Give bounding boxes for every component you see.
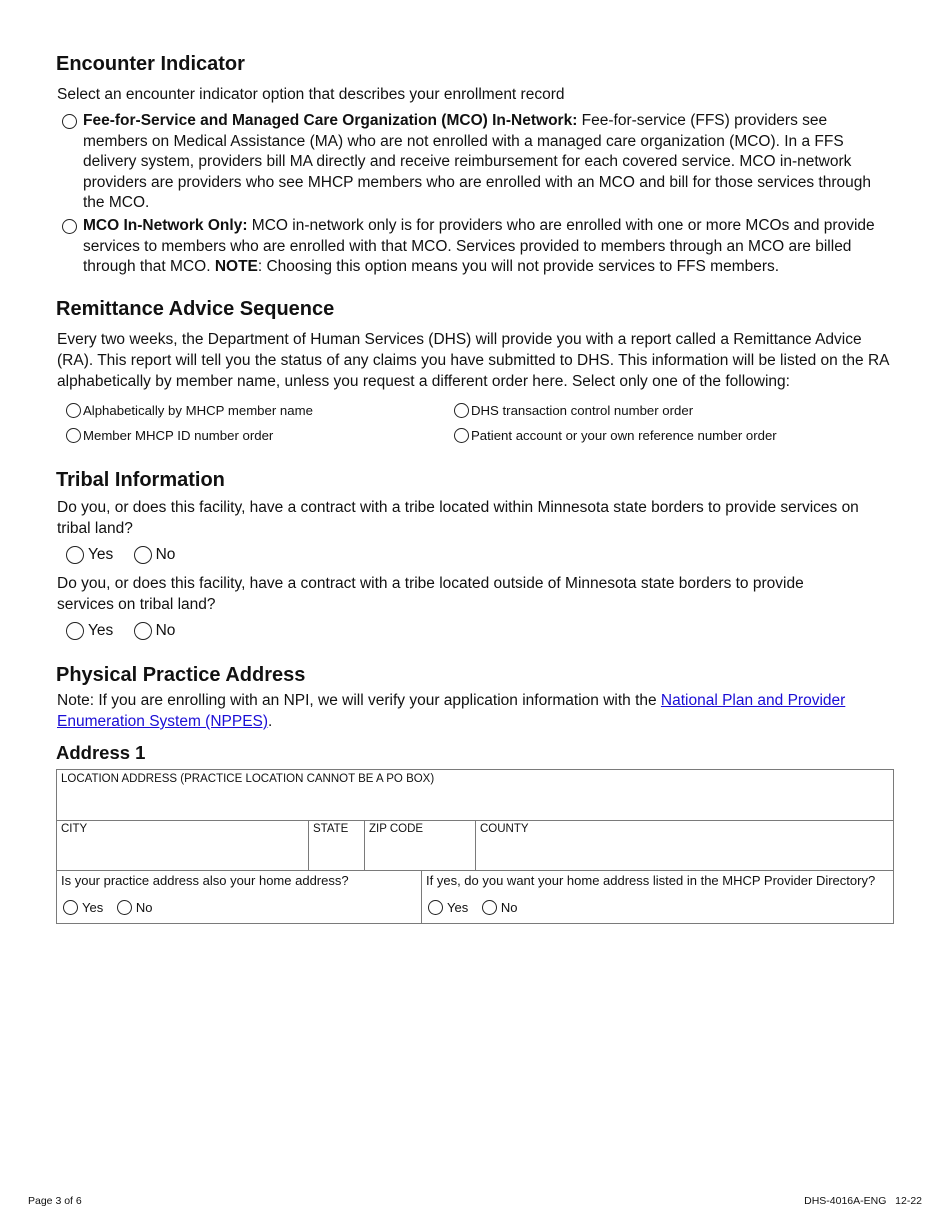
tribal-outside-yes-option[interactable] (66, 622, 113, 640)
directory-yes-radio[interactable] (428, 900, 443, 915)
tribal-outside-mn-choice (66, 622, 191, 645)
address-1-heading: Address 1 (56, 742, 146, 763)
row-divider (57, 870, 893, 871)
directory-choice (428, 900, 527, 918)
nppes-note (57, 690, 893, 732)
ra-alphabetical-radio[interactable] (66, 403, 81, 418)
ra-alphabetical-label: Alphabetically by MHCP member name (83, 403, 313, 418)
encounter-option-mco-only[interactable] (62, 216, 882, 278)
directory-no-radio[interactable] (482, 900, 497, 915)
encounter-ffs-mco-description: Fee-for-service (FFS) providers see members on Medical Assistance (MA) who are not enrolled with a managed care organization (MCO). In a FFS delivery system, providers bill MA directly and receive reimbursement for each covered service. MCO in-network providers are providers who see MHCP members who are enrolled with an MCO and bill for those services through the MCO. (83, 112, 871, 211)
location-address-label: LOCATION ADDRESS (PRACTICE LOCATION CANNOT BE A PO BOX) (61, 773, 435, 785)
zip-input[interactable] (367, 844, 473, 868)
tribal-within-no-radio[interactable] (134, 546, 152, 564)
tribal-outside-no-label: No (155, 622, 176, 639)
ra-option-alphabetical[interactable] (66, 402, 313, 420)
home-address-yes-label: Yes (82, 900, 104, 915)
nppes-note-suffix: . (268, 713, 273, 730)
encounter-mco-only-title: MCO In-Network Only: (83, 217, 248, 234)
home-address-yes-radio[interactable] (63, 900, 78, 915)
state-input[interactable] (311, 844, 362, 868)
tribal-within-mn-choice (66, 546, 191, 569)
physical-address-heading: Physical Practice Address (56, 664, 306, 686)
directory-no-label: No (500, 900, 518, 915)
tribal-outside-yes-label: Yes (88, 622, 114, 639)
state-cell (309, 820, 364, 870)
tribal-question-within-mn: Do you, or does this facility, have a contract with a tribe located within Minnesota state borders to provide services on tribal land? (57, 499, 859, 537)
ra-option-member-id[interactable] (66, 427, 273, 445)
directory-question: If yes, do you want your home address listed in the MHCP Provider Directory? (426, 873, 876, 888)
directory-yes-option[interactable] (428, 900, 468, 915)
county-input[interactable] (478, 844, 891, 868)
ra-member-id-radio[interactable] (66, 428, 81, 443)
home-address-question: Is your practice address also your home address? (61, 873, 349, 888)
encounter-mco-only-note-text: : Choosing this option means you will not provide services to FFS members. (257, 258, 780, 275)
zip-cell (365, 820, 475, 870)
city-cell (57, 820, 308, 870)
tribal-within-no-option[interactable] (134, 546, 176, 564)
tribal-outside-no-radio[interactable] (134, 622, 152, 640)
nppes-link[interactable]: National Plan and Provider Enumeration System (NPPES) (57, 692, 846, 730)
ra-option-tcn[interactable] (454, 402, 693, 420)
tribal-within-yes-label: Yes (88, 546, 114, 563)
directory-no-option[interactable] (482, 900, 518, 915)
tribal-question-outside-mn: Do you, or does this facility, have a contract with a tribe located outside of Minnesota state borders to provide services on tribal land? (57, 575, 804, 613)
zip-label: ZIP CODE (369, 823, 424, 835)
ra-patient-account-label: Patient account or your own reference number order (471, 428, 777, 443)
county-cell (476, 820, 893, 870)
city-label: CITY (61, 823, 88, 835)
nppes-note-prefix: Note: If you are enrolling with an NPI, we will verify your application information with the (57, 692, 661, 709)
home-address-choice (63, 900, 162, 918)
location-address-cell (57, 770, 893, 820)
encounter-mco-only-description: MCO in-network only is for providers who are enrolled with one or more MCOs and provide services to members who are enrolled with that MCO. Services provided to members through an MCO are billed through that MCO. (83, 217, 875, 275)
state-label: STATE (313, 823, 349, 835)
tribal-outside-no-option[interactable] (134, 622, 176, 640)
directory-yes-label: Yes (447, 900, 469, 915)
address-1-form (56, 769, 894, 924)
ra-option-patient-account[interactable] (454, 427, 777, 445)
encounter-mco-only-radio[interactable] (62, 219, 77, 234)
encounter-option-ffs-mco[interactable] (62, 111, 882, 214)
ra-member-id-label: Member MHCP ID number order (83, 428, 274, 443)
home-address-no-radio[interactable] (117, 900, 132, 915)
encounter-mco-only-note-label: NOTE (214, 258, 258, 275)
home-address-no-option[interactable] (117, 900, 153, 915)
home-address-yes-option[interactable] (63, 900, 103, 915)
encounter-intro: Select an encounter indicator option that describes your enrollment record (57, 86, 565, 103)
county-label: COUNTY (480, 823, 529, 835)
ra-tcn-label: DHS transaction control number order (471, 403, 694, 418)
tribal-within-yes-radio[interactable] (66, 546, 84, 564)
encounter-ffs-mco-title: Fee-for-Service and Managed Care Organization (MCO) In-Network: (83, 112, 578, 129)
remittance-intro: Every two weeks, the Department of Human Services (DHS) will provide you with a report called a Remittance Advice (RA). This report will tell you the status of any claims you have submitted to DHS. This information will be listed on the RA alphabetically by member name, unless you request a different order here. Select only one of the following: (57, 331, 889, 390)
remittance-heading: Remittance Advice Sequence (56, 298, 335, 320)
home-address-no-label: No (135, 900, 153, 915)
encounter-ffs-mco-radio[interactable] (62, 114, 77, 129)
encounter-indicator-heading: Encounter Indicator (56, 53, 245, 75)
city-input[interactable] (59, 844, 306, 868)
tribal-within-no-label: No (155, 546, 176, 563)
location-address-input[interactable] (59, 794, 891, 818)
tribal-outside-yes-radio[interactable] (66, 622, 84, 640)
tribal-within-yes-option[interactable] (66, 546, 113, 564)
ra-tcn-radio[interactable] (454, 403, 469, 418)
ra-patient-account-radio[interactable] (454, 428, 469, 443)
page-number: Page 3 of 6 (28, 1195, 82, 1207)
form-id: DHS-4016A-ENG 12-22 (804, 1195, 922, 1207)
tribal-heading: Tribal Information (56, 469, 225, 491)
column-divider (421, 870, 422, 924)
